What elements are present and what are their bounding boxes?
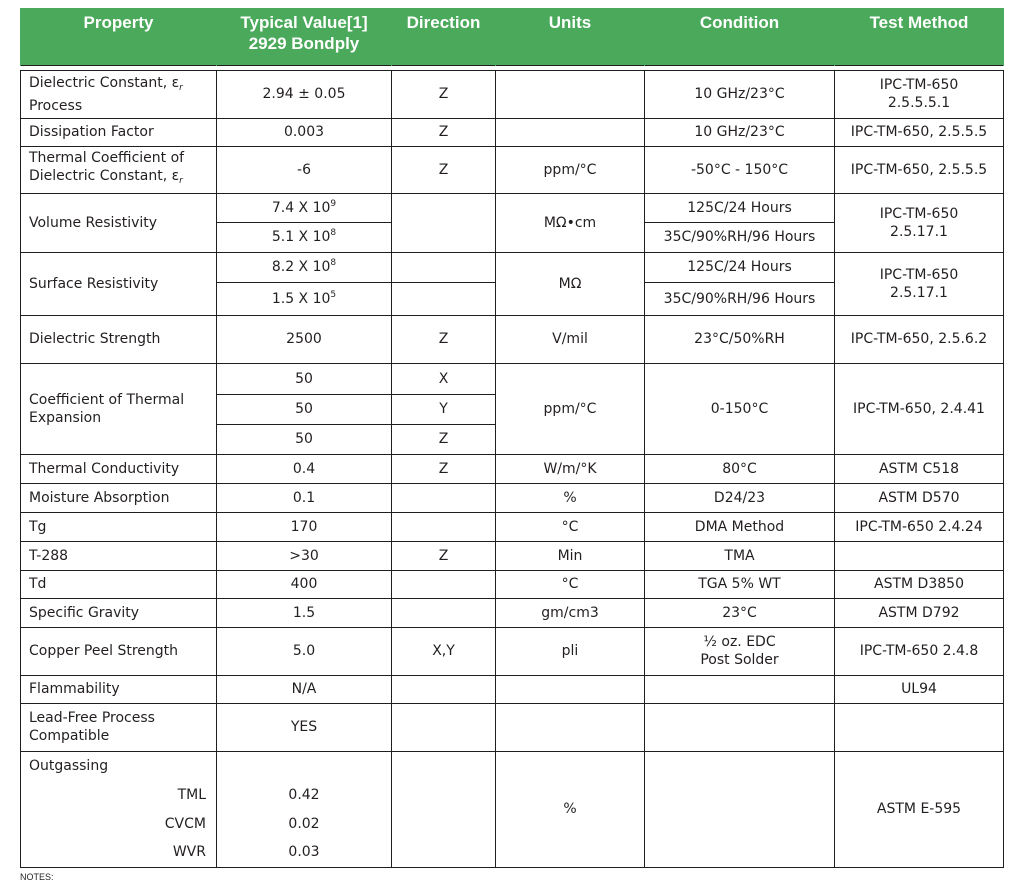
method-cell (835, 541, 1004, 570)
condition-cell: -50°C - 150°C (645, 146, 835, 193)
condition-cell: 35C/90%RH/96 Hours (645, 282, 835, 315)
table-row (21, 675, 1004, 703)
value-cell (217, 252, 392, 282)
method-cell (835, 703, 1004, 751)
header-units: Units (496, 8, 645, 65)
value-cell: 0.03 (217, 838, 392, 867)
condition-cell: DMA Method (645, 512, 835, 541)
direction-cell (392, 675, 496, 703)
method-text: 2.5.17.1 (890, 284, 948, 301)
property-cell: Tg (21, 512, 217, 541)
value-cell: 50 (217, 424, 392, 454)
units-cell: MΩ•cm (496, 193, 645, 252)
sub-property-cell: WVR (21, 838, 217, 867)
condition-cell: 35C/90%RH/96 Hours (645, 222, 835, 252)
table-row (21, 363, 1004, 394)
value-exponent: 8 (330, 228, 337, 238)
units-cell (496, 675, 645, 703)
direction-cell: Z (392, 70, 496, 118)
table-row (21, 483, 1004, 512)
header-row (21, 8, 1004, 65)
property-text: Dielectric Constant, ε (29, 168, 180, 184)
method-cell: ASTM D570 (835, 483, 1004, 512)
property-text: Lead-Free Process (29, 710, 155, 726)
condition-text: Post Solder (700, 652, 779, 668)
method-cell: ASTM D792 (835, 598, 1004, 627)
value-cell: 2500 (217, 315, 392, 363)
property-subscript: r (179, 82, 183, 93)
property-cell: Moisture Absorption (21, 483, 217, 512)
units-cell: % (496, 751, 645, 867)
units-cell: ppm/°C (496, 146, 645, 193)
table-row (21, 751, 1004, 780)
table-row (21, 146, 1004, 193)
value-text: 5.1 X 10 (271, 229, 331, 245)
property-cell: T-288 (21, 541, 217, 570)
value-cell: 0.1 (217, 483, 392, 512)
direction-cell: X,Y (392, 627, 496, 675)
units-cell: Min (496, 541, 645, 570)
method-cell: UL94 (835, 675, 1004, 703)
value-cell: >30 (217, 541, 392, 570)
method-text: IPC-TM-650 (879, 266, 959, 283)
table-row (21, 315, 1004, 363)
value-cell: 5.0 (217, 627, 392, 675)
units-cell: pli (496, 627, 645, 675)
property-text: Dielectric Constant, ε (29, 74, 180, 91)
property-text: Compatible (29, 728, 110, 744)
method-text: IPC-TM-650 (879, 205, 959, 222)
table-row (21, 118, 1004, 146)
property-cell: Outgassing (21, 751, 217, 780)
direction-cell (392, 282, 496, 315)
properties-table-wrapper (20, 8, 1004, 868)
property-cell (21, 703, 217, 751)
value-cell (217, 193, 392, 222)
table-row (21, 703, 1004, 751)
direction-cell: Z (392, 424, 496, 454)
condition-cell: 23°C (645, 598, 835, 627)
direction-cell: X (392, 363, 496, 394)
direction-cell: Z (392, 146, 496, 193)
value-cell (217, 751, 392, 780)
method-cell: IPC-TM-650, 2.5.5.5 (835, 118, 1004, 146)
value-cell: 2.94 ± 0.05 (217, 70, 392, 118)
direction-cell (392, 598, 496, 627)
condition-cell: TGA 5% WT (645, 570, 835, 598)
value-text: 8.2 X 10 (271, 259, 331, 275)
condition-cell (645, 751, 835, 867)
header-direction: Direction (392, 8, 496, 65)
property-subscript: r (179, 176, 183, 186)
units-cell: W/m/°K (496, 454, 645, 483)
units-cell: % (496, 483, 645, 512)
direction-cell (392, 570, 496, 598)
value-cell: 0.42 (217, 780, 392, 809)
value-cell: 0.4 (217, 454, 392, 483)
direction-cell (392, 483, 496, 512)
header-test-method: Test Method (835, 8, 1004, 65)
property-text: Thermal Coefficient of (29, 150, 185, 166)
value-cell (217, 222, 392, 252)
units-cell: gm/cm3 (496, 598, 645, 627)
table-row (21, 70, 1004, 118)
table-row (21, 570, 1004, 598)
value-cell (217, 282, 392, 315)
property-cell: Volume Resistivity (21, 193, 217, 252)
condition-cell: D24/23 (645, 483, 835, 512)
value-text: 7.4 X 10 (271, 199, 331, 216)
property-cell (21, 70, 217, 118)
units-cell (496, 118, 645, 146)
property-cell: Specific Gravity (21, 598, 217, 627)
property-cell: Td (21, 570, 217, 598)
condition-cell: 10 GHz/23°C (645, 70, 835, 118)
table-row (21, 454, 1004, 483)
value-cell: -6 (217, 146, 392, 193)
property-text: Process (29, 97, 83, 114)
property-cell: Surface Resistivity (21, 252, 217, 315)
value-exponent: 8 (330, 258, 337, 268)
direction-cell (392, 703, 496, 751)
value-text: 1.5 X 10 (271, 290, 331, 307)
table-row (21, 193, 1004, 222)
direction-cell: Z (392, 315, 496, 363)
units-cell (496, 70, 645, 118)
direction-cell: Z (392, 118, 496, 146)
property-text: Coefficient of Thermal (29, 391, 185, 408)
method-cell: ASTM C518 (835, 454, 1004, 483)
direction-cell: Z (392, 454, 496, 483)
method-text: IPC-TM-650 (879, 77, 959, 93)
direction-cell (392, 193, 496, 252)
condition-text: ½ oz. EDC (703, 634, 776, 650)
value-exponent: 9 (330, 198, 337, 209)
value-cell: 400 (217, 570, 392, 598)
table-row (21, 627, 1004, 675)
value-cell: 50 (217, 363, 392, 394)
condition-cell (645, 627, 835, 675)
properties-table (20, 8, 1004, 868)
direction-cell (392, 252, 496, 282)
value-exponent: 5 (330, 289, 337, 300)
method-cell: ASTM D3850 (835, 570, 1004, 598)
method-cell (835, 193, 1004, 252)
direction-cell: Z (392, 541, 496, 570)
property-cell (21, 146, 217, 193)
units-cell (496, 703, 645, 751)
value-cell: 0.02 (217, 809, 392, 838)
method-text: 2.5.17.1 (890, 223, 948, 240)
method-cell: IPC-TM-650, 2.5.5.5 (835, 146, 1004, 193)
value-cell: 170 (217, 512, 392, 541)
property-cell: Copper Peel Strength (21, 627, 217, 675)
method-cell (835, 70, 1004, 118)
units-cell: °C (496, 570, 645, 598)
direction-cell (392, 512, 496, 541)
table-row (21, 252, 1004, 282)
table-row (21, 541, 1004, 570)
value-cell: 50 (217, 394, 392, 424)
sub-property-cell: CVCM (21, 809, 217, 838)
condition-cell (645, 703, 835, 751)
property-cell: Flammability (21, 675, 217, 703)
value-cell: N/A (217, 675, 392, 703)
direction-cell: Y (392, 394, 496, 424)
table-row (21, 512, 1004, 541)
condition-cell: 0-150°C (645, 363, 835, 454)
units-cell: ppm/°C (496, 363, 645, 454)
value-cell: 0.003 (217, 118, 392, 146)
condition-cell: 80°C (645, 454, 835, 483)
notes-label: NOTES: (20, 872, 54, 882)
condition-cell (645, 675, 835, 703)
header-condition: Condition (645, 8, 835, 65)
condition-cell: TMA (645, 541, 835, 570)
property-text: Expansion (29, 409, 102, 426)
property-cell: Dielectric Strength (21, 315, 217, 363)
value-cell: 1.5 (217, 598, 392, 627)
condition-cell: 23°C/50%RH (645, 315, 835, 363)
method-cell: IPC-TM-650 2.4.24 (835, 512, 1004, 541)
header-property: Property (21, 8, 217, 65)
units-cell: °C (496, 512, 645, 541)
header-typical-value (217, 8, 392, 65)
header-typical-line2: 2929 Bondply (248, 34, 360, 53)
units-cell: V/mil (496, 315, 645, 363)
condition-cell: 125C/24 Hours (645, 193, 835, 222)
property-cell: Thermal Conductivity (21, 454, 217, 483)
method-text: 2.5.5.5.1 (887, 95, 951, 111)
direction-cell (392, 751, 496, 867)
property-cell (21, 363, 217, 454)
condition-cell: 10 GHz/23°C (645, 118, 835, 146)
property-cell: Dissipation Factor (21, 118, 217, 146)
value-cell: YES (217, 703, 392, 751)
header-typical-line1: Typical Value[1] (240, 13, 368, 32)
sub-property-cell: TML (21, 780, 217, 809)
method-cell: IPC-TM-650 2.4.8 (835, 627, 1004, 675)
units-cell: MΩ (496, 252, 645, 315)
method-cell (835, 252, 1004, 315)
method-cell: IPC-TM-650, 2.5.6.2 (835, 315, 1004, 363)
condition-cell: 125C/24 Hours (645, 252, 835, 282)
method-cell: ASTM E-595 (835, 751, 1004, 867)
method-cell: IPC-TM-650, 2.4.41 (835, 363, 1004, 454)
table-row (21, 598, 1004, 627)
